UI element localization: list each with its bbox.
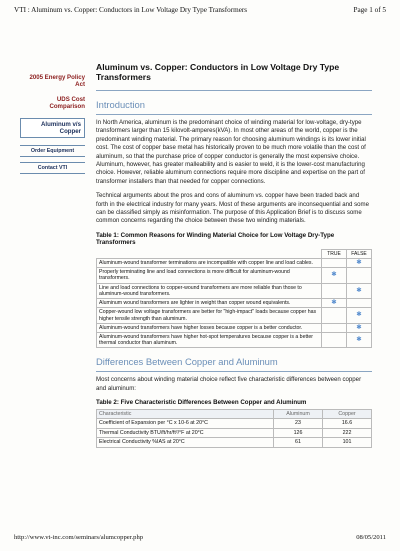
table2-cell-characteristic: Coefficient of Expansion per °C x 10-6 at 20°C — [97, 419, 274, 429]
table1-cell-text: Properly terminating line and load connections is more difficult for aluminum-wound transformers. — [97, 268, 322, 283]
table2-cell-characteristic: Electrical Conductivity %IAS at 20°C — [97, 438, 274, 448]
table1-header-row — [97, 249, 372, 258]
print-header — [14, 6, 386, 14]
table1-header-true: TRUE — [322, 249, 347, 258]
sidebar-tab-order-equipment[interactable]: Order Equipment — [20, 145, 85, 157]
table-row — [97, 283, 372, 298]
print-header-page: Page 1 of 5 — [353, 6, 386, 14]
table-row — [97, 332, 372, 347]
table2-cell-copper: 222 — [323, 428, 372, 438]
table1-cell-text: Aluminum wound transformers are lighter in weight than copper wound equivalents. — [97, 299, 322, 308]
intro-divider — [96, 114, 372, 115]
differences-divider — [96, 371, 372, 372]
table-row — [97, 268, 372, 283]
table1-cell-true — [322, 323, 347, 332]
table1-cell-false — [347, 268, 372, 283]
sidebar-link-energy-policy[interactable]: 2005 Energy Policy Act — [29, 74, 85, 89]
sidebar — [20, 74, 85, 179]
table2-header-row — [97, 409, 372, 419]
table-row — [97, 299, 372, 308]
table1 — [96, 249, 372, 348]
table-row — [97, 308, 372, 323]
table-row — [97, 438, 372, 448]
table1-header-blank — [97, 249, 322, 258]
differences-paragraph: Most concerns about winding material choice reflect five characteristic differences between copper and aluminum: — [96, 376, 362, 392]
table1-cell-false — [347, 299, 372, 308]
table2-cell-aluminum: 61 — [274, 438, 323, 448]
table2-cell-copper: 101 — [323, 438, 372, 448]
table1-cell-false: ✱ — [347, 308, 372, 323]
table1-cell-false: ✱ — [347, 323, 372, 332]
sidebar-tab-contact[interactable]: Contact VTI — [20, 162, 85, 174]
table1-cell-text: Aluminum-wound transformers have higher losses because copper is a better conductor. — [97, 323, 322, 332]
table1-cell-false: ✱ — [347, 283, 372, 298]
table1-cell-text: Copper-wound low voltage transformers are better for "high-impact" loads because copper has higher tensile strength than aluminum. — [97, 308, 322, 323]
table1-cell-false: ✱ — [347, 332, 372, 347]
page-title: Aluminum vs. Copper: Conductors in Low Voltage Dry Type Transformers — [96, 62, 340, 82]
table1-cell-true: ✱ — [322, 268, 347, 283]
table1-cell-true — [322, 259, 347, 268]
table1-cell-text: Aluminum-wound transformer terminations are incompatible with copper line and load cables. — [97, 259, 322, 268]
table1-cell-false: ✱ — [347, 259, 372, 268]
table2-cell-aluminum: 23 — [274, 419, 323, 429]
table2-title: Table 2: Five Characteristic Differences Between Copper and Aluminum — [96, 399, 307, 407]
main-content — [96, 62, 372, 448]
print-header-title: VTI : Aluminum vs. Copper: Conductors in Low Voltage Dry Type Transformers — [14, 6, 248, 14]
table1-cell-true: ✱ — [322, 299, 347, 308]
title-divider — [96, 90, 372, 91]
table2-cell-copper: 16.6 — [323, 419, 372, 429]
table1-cell-true — [322, 332, 347, 347]
table2-cell-aluminum: 126 — [274, 428, 323, 438]
table-row — [97, 428, 372, 438]
table1-cell-true — [322, 283, 347, 298]
table2-header-aluminum: Aluminum — [274, 409, 323, 419]
sidebar-link-uds-cost[interactable]: UDS Cost Comparison — [49, 95, 85, 111]
intro-paragraph-1: In North America, aluminum is the predominant choice of winding material for low-voltage, dry-type transformers larger than 15 kilovolt-amperes(kVA). In most other areas of the world, copper is the predominant winding material. The primary reason for choosing aluminum windings is its lower initial cost. The cost of copper base metal has historically proven to be much more volatile than the cost of aluminum, so that the purchase price of copper conductor is generally the most expensive choice. Aluminum, however, has greater malleability and is easier to weld, it is the lower-cost manufacturing choice. However, reliable aluminum connections require more discipline and expertise on the part of transformer installers than that needed for copper connections. — [96, 119, 366, 185]
intro-heading: Introduction — [96, 99, 145, 110]
print-footer — [14, 534, 386, 541]
intro-paragraph-2: Technical arguments about the pros and cons of aluminum vs. copper have been traded back and forth in the electrical industry for many years. Most of these arguments are inconsequential and some can be classified simply as misinformation. The purpose of this Application Brief is to discuss some common concerns regarding the choice between these two winding materials. — [96, 192, 370, 225]
table2-cell-characteristic: Thermal Conductivity BTU/ft/hr/ft²/°F at 20°C — [97, 428, 274, 438]
table1-cell-text: Line and load connections to copper-wound transformers are more reliable than those to aluminum-wound transformers. — [97, 283, 322, 298]
print-footer-url: http://www.vt-inc.com/seminars/alumcopper.php — [14, 534, 144, 541]
table-row — [97, 323, 372, 332]
print-footer-date: 08/05/2011 — [356, 534, 386, 541]
table2-header-characteristic: Characteristic — [97, 409, 274, 419]
table1-cell-true — [322, 308, 347, 323]
table1-header-false: FALSE — [347, 249, 372, 258]
table2 — [96, 409, 372, 448]
sidebar-item-aluminum-copper[interactable]: Aluminum v/s Copper — [20, 118, 85, 138]
differences-heading: Differences Between Copper and Aluminum — [96, 356, 278, 368]
table1-cell-text: Aluminum-wound transformers have higher hot-spot temperatures because copper is a better thermal conductor than aluminum. — [97, 332, 322, 347]
table2-header-copper: Copper — [323, 409, 372, 419]
table-row — [97, 419, 372, 429]
table1-title: Table 1: Common Reasons for Winding Material Choice for Low Voltage Dry-Type Transformers — [96, 231, 335, 247]
table-row — [97, 259, 372, 268]
